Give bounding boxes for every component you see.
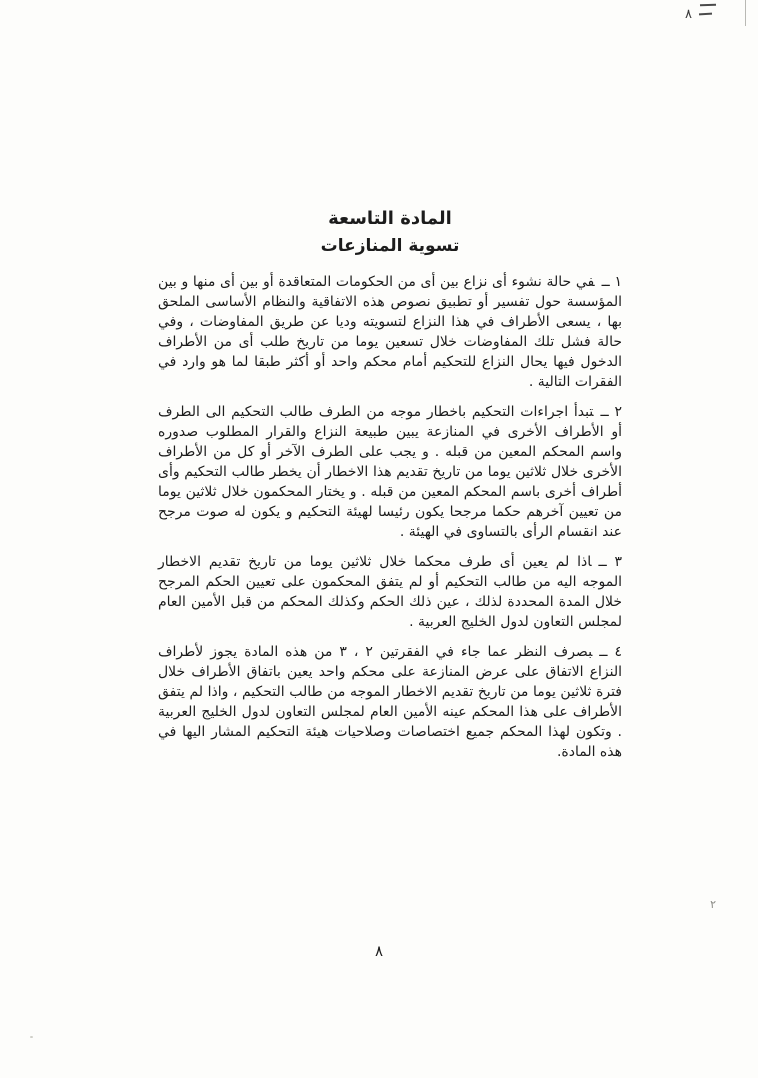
paragraph-item (158, 552, 622, 632)
paragraph-item (158, 642, 622, 762)
paragraph-text: تبدأ اجراءات التحكيم باخطار موجه من الطرف طالب التحكيم الى الطرف أو الأطراف الأخرى في المنازعة يبين طبيعة النزاع والقرار المطلوب صدوره واسم المحكم المعين من قبله . و يجب على الطرف الآخر أو كل من الأطراف الأخرى خلال ثلاثين يوما من تاريخ تقديم هذا الاخطار أن يخطر طالب التحكيم وأى أطراف أخرى باسم المحكم المعين من قبله . و يختار المحكمون خلال ثلاثين يوما من تعيين آخرهم حكما مرجحا يكون رئيسا لهيئة التحكيم و يكون له صوت مرجح عند انقسام الرأى بالتساوى في الهيئة . (158, 404, 622, 540)
paragraph-number: ٢ ــ (600, 404, 622, 420)
article-title: المادة التاسعة (328, 208, 452, 229)
scan-speck-artifact (30, 1036, 33, 1038)
paragraph-text: في حالة نشوء أى نزاع بين أى من الحكومات المتعاقدة أو بين أى منها و بين المؤسسة حول تفسير أو تطبيق نصوص هذه الاتفاقية والنظام الأساسى الملحق بها ، يسعى الأطراف في هذا النزاع لتسويته وديا عن طريق المفاوضات ، وفي حالة فشل تلك المفاوضات خلال تسعين يوما من تاريخ طلب أى من الأطراف الدخول فيها يحال النزاع للتحكيم أمام محكم واحد أو أكثر طبقا لما هو وارد في الفقرات التالية . (158, 274, 622, 390)
article-body (158, 208, 622, 772)
paragraph-number: ٤ ــ (599, 644, 623, 660)
page-number: ٨ (374, 942, 384, 960)
paragraph-item (158, 402, 622, 542)
paragraph-number: ١ ــ (601, 274, 622, 290)
paragraph-number: ٣ ــ (598, 554, 622, 570)
paragraph-text: اذا لم يعين أى طرف محكما خلال ثلاثين يوما من تاريخ تقديم الاخطار الموجه اليه من طالب التحكيم أو لم يتفق المحكمون على تعيين الحكم المرجح خلال المدة المحددة لذلك ، عين ذلك الحكم وكذلك المحكم من قبل الأمين العام لمجلس التعاون لدول الخليج العربية . (158, 554, 622, 630)
paragraph-item (158, 272, 622, 392)
paragraph-text: بصرف النظر عما جاء في الفقرتين ٢ ، ٣ من هذه المادة يجوز لأطراف النزاع الاتفاق على عرض المنازعة على محكم واحد يعين باتفاق الأطراف خلال فترة ثلاثين يوما من تاريخ تقديم الاخطار الموجه من طالب التحكيم ، واذا لم يتفق الأطراف على هذا المحكم عينه الأمين العام لمجلس التعاون لدول الخليج العربية . وتكون لهذا المحكم جميع اختصاصات وصلاحيات هيئة التحكيم المشار اليها في هذه المادة. (158, 644, 622, 760)
margin-mark: ٢ (710, 898, 716, 911)
scan-edge-artifact (745, 0, 746, 26)
article-subtitle: تسوية المنازعات (320, 236, 460, 256)
pencil-mark (700, 4, 716, 7)
pencil-mark (699, 13, 712, 16)
corner-page-mark: ٨ (685, 7, 692, 22)
